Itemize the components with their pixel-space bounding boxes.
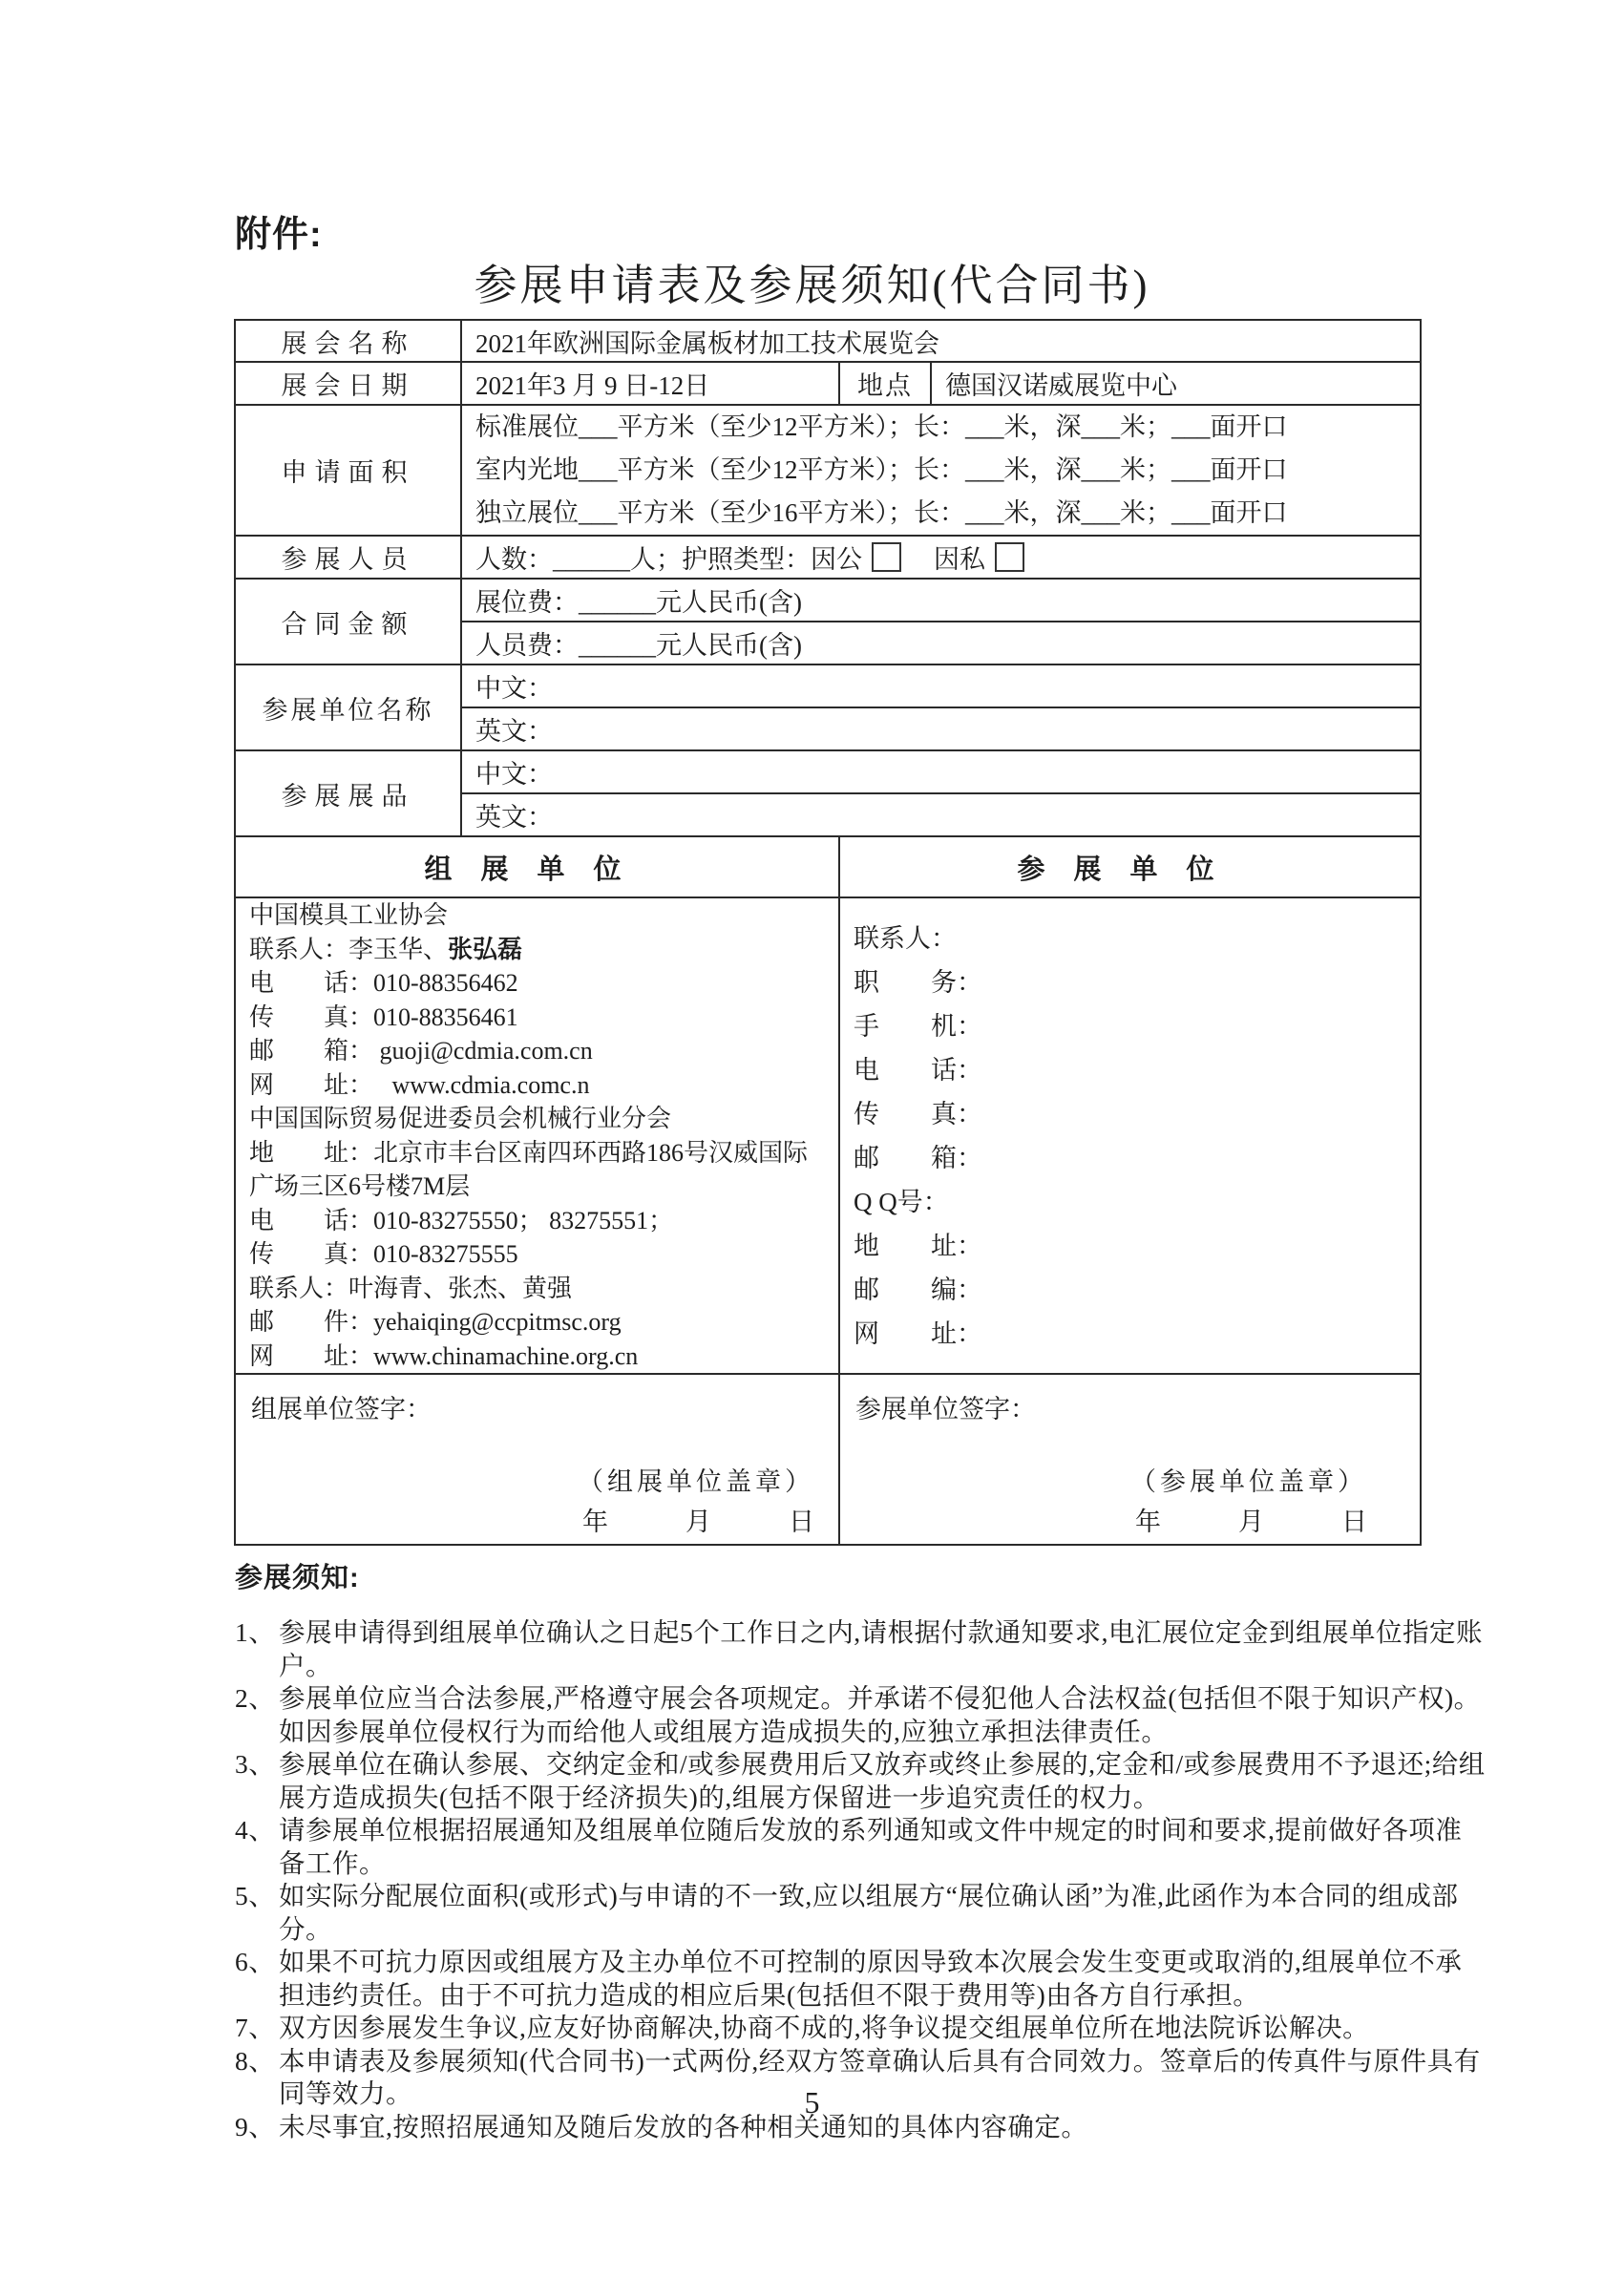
- organizer-line: 传 真：010-83275555: [249, 1240, 518, 1268]
- organizer-contact-line: [249, 933, 825, 967]
- attachment-label: 附件:: [235, 215, 323, 255]
- note-item: [235, 1880, 1487, 1946]
- exhibition-date-value: 2021年3 月 9 日-12日: [461, 362, 839, 405]
- note-text: 请参展单位根据招展通知及组展单位随后发放的系列通知或文件中规定的时间和要求,提前做好各项准备工作。: [279, 1815, 1463, 1878]
- organizer-contact-prefix: 联系人：李玉华、: [249, 935, 449, 963]
- note-text: 双方因参展发生争议,应友好协商解决,协商不成的,将争议提交组展单位所在地法院诉讼解决。: [279, 2013, 1370, 2042]
- exhibitor-field-fax: 传 真：: [854, 1099, 982, 1128]
- location-value: 德国汉诺威展览中心: [931, 362, 1421, 405]
- exhibitor-field-position: 职 务：: [854, 967, 982, 997]
- note-text: 参展单位在确认参展、交纳定金和/或参展费用后又放弃或终止参展的,定金和/或参展费用不予退还;给组展方造成损失(包括不限于经济损失)的,组展方保留进一步追究责任的权力。: [279, 1749, 1486, 1812]
- note-text: 本申请表及参展须知(代合同书)一式两份,经双方签章确认后具有合同效力。签章后的传真件与原件具有同等效力。: [279, 2045, 1481, 2108]
- exhibitor-field-zip: 邮 编：: [854, 1275, 982, 1304]
- passport-private-checkbox[interactable]: [995, 542, 1024, 572]
- exhibitor-date-line: 年 月 日: [1135, 1508, 1367, 1536]
- note-item: [235, 1946, 1487, 2012]
- organizer-header: 组展单位: [235, 836, 839, 897]
- area-line-independent: 独立展位___平方米（至少16平方米）；长：___米，深___米；___面开口: [475, 498, 1288, 527]
- exhibitor-field-email: 邮 箱：: [854, 1143, 982, 1172]
- area-line-standard: 标准展位___平方米（至少12平方米）；长：___米，深___米；___面开口: [475, 412, 1288, 441]
- personnel-fee-line: 人员费：______元人民币(含): [461, 622, 1421, 664]
- passport-official-checkbox[interactable]: [872, 542, 901, 572]
- organizer-line: 中国国际贸易促进委员会机械行业分会: [249, 1105, 672, 1132]
- exhibition-notes: [235, 1556, 1487, 2143]
- exhibitor-field-contact: 联系人：: [854, 923, 957, 953]
- organizer-info: [235, 897, 839, 1374]
- exhibitor-stamp-hint: （参展单位盖章）: [1130, 1467, 1367, 1496]
- organizer-date-line: 年 月 日: [582, 1508, 814, 1536]
- area-label: 申请面积: [235, 405, 461, 536]
- organizer-line: 电 话：010-88356462: [249, 969, 518, 997]
- exhibits-cn: 中文：: [461, 750, 1421, 793]
- organizer-line: 地 址：北京市丰台区南四环西路186号汉威国际广场三区6号楼7M层: [249, 1138, 809, 1200]
- people-count-text: 人数：______人；护照类型：因公: [475, 545, 862, 574]
- organizer-line: 联系人：叶海青、张杰、黄强: [249, 1274, 573, 1302]
- note-item: [235, 1748, 1487, 1814]
- exhibitor-signature-label: 参展单位签字：: [855, 1395, 1036, 1424]
- note-number: 1、: [235, 1617, 276, 1647]
- organizer-stamp-hint: （组展单位盖章）: [578, 1467, 814, 1496]
- organizer-line: 邮 箱： guoji@cdmia.com.cn: [249, 1037, 593, 1065]
- passport-private-label: 因私: [934, 545, 985, 574]
- amount-label: 合同金额: [235, 579, 461, 664]
- note-number: 3、: [235, 1749, 276, 1779]
- area-line-raw-space: 室内光地___平方米（至少12平方米）；长：___米，深___米；___面开口: [475, 455, 1288, 484]
- people-row: [461, 536, 1421, 579]
- note-number: 4、: [235, 1815, 276, 1845]
- organizer-line: 传 真：010-88356461: [249, 1002, 518, 1031]
- note-text: 参展单位应当合法参展,严格遵守展会各项规定。并承诺不侵犯他人合法权益(包括但不限于知识产权)。如因参展单位侵权行为而给他人或组展方造成损失的,应独立承担法律责任。: [279, 1683, 1481, 1746]
- booth-fee-line: 展位费：______元人民币(含): [461, 579, 1421, 622]
- organizer-line: 网 址：www.chinamachine.org.cn: [249, 1341, 639, 1370]
- note-item: [235, 1814, 1487, 1880]
- organizer-line: 电 话：010-83275550； 83275551；: [249, 1206, 674, 1234]
- exhibitor-field-address: 地 址：: [854, 1231, 982, 1260]
- location-label: 地点: [839, 362, 931, 405]
- company-name-en: 英文：: [461, 707, 1421, 750]
- exhibitor-field-phone: 电 话：: [854, 1055, 982, 1085]
- exhibits-en: 英文：: [461, 793, 1421, 836]
- note-text: 如果不可抗力原因或组展方及主办单位不可控制的原因导致本次展会发生变更或取消的,组展单位不承担违约责任。由于不可抗力造成的相应后果(包括但不限于费用等)由各方自行承担。: [279, 1947, 1463, 2010]
- note-number: 2、: [235, 1683, 276, 1713]
- exhibitor-field-mobile: 手 机：: [854, 1011, 982, 1041]
- company-name-label: 参展单位名称: [235, 664, 461, 750]
- page-title: 参展申请表及参展须知(代合同书): [474, 262, 1150, 309]
- organizer-signature-cell: [235, 1374, 839, 1545]
- people-label: 参展人员: [235, 536, 461, 579]
- exhibitor-signature-cell: [839, 1374, 1421, 1545]
- note-text: 参展申请得到组展单位确认之日起5个工作日之内,请根据付款通知要求,电汇展位定金到组展单位指定账户。: [279, 1617, 1483, 1680]
- note-number: 7、: [235, 2013, 276, 2042]
- notes-heading: 参展须知:: [235, 1563, 360, 1593]
- organizer-line: 邮 件：yehaiqing@ccpitmsc.org: [249, 1308, 622, 1336]
- note-number: 6、: [235, 1947, 276, 1976]
- note-number: 5、: [235, 1881, 276, 1910]
- note-item: [235, 1616, 1487, 1682]
- organizer-line: 网 址： www.cdmia.comc.n: [249, 1070, 590, 1099]
- exhibitor-header: 参展单位: [839, 836, 1421, 897]
- application-form-table: [234, 319, 1422, 1546]
- organizer-signature-label: 组展单位签字：: [251, 1395, 432, 1424]
- exhibition-date-label: 展会日期: [235, 362, 461, 405]
- note-number: 8、: [235, 2045, 276, 2076]
- note-item: [235, 1682, 1487, 1748]
- exhibitor-fields: [839, 897, 1421, 1374]
- exhibitor-field-qq: Q Q号：: [854, 1187, 949, 1216]
- organizer-association: 中国模具工业协会: [249, 901, 449, 929]
- note-number: 9、: [235, 2111, 276, 2141]
- exhibition-name-label: 展会名称: [235, 320, 461, 362]
- exhibitor-field-website: 网 址：: [854, 1318, 982, 1348]
- note-text: 未尽事宜,按照招展通知及随后发放的各种相关通知的具体内容确定。: [279, 2111, 1088, 2141]
- page-number: 5: [804, 2085, 820, 2120]
- note-item: [235, 2012, 1487, 2045]
- exhibition-name-value: 2021年欧洲国际金属板材加工技术展览会: [461, 320, 1421, 362]
- note-text: 如实际分配展位面积(或形式)与申请的不一致,应以组展方“展位确认函”为准,此函作为本合同的组成部分。: [279, 1881, 1459, 1944]
- company-name-cn: 中文：: [461, 664, 1421, 707]
- area-options: [461, 405, 1421, 536]
- organizer-contact-bold-name: 张弘磊: [448, 934, 523, 963]
- exhibits-label: 参展展品: [235, 750, 461, 836]
